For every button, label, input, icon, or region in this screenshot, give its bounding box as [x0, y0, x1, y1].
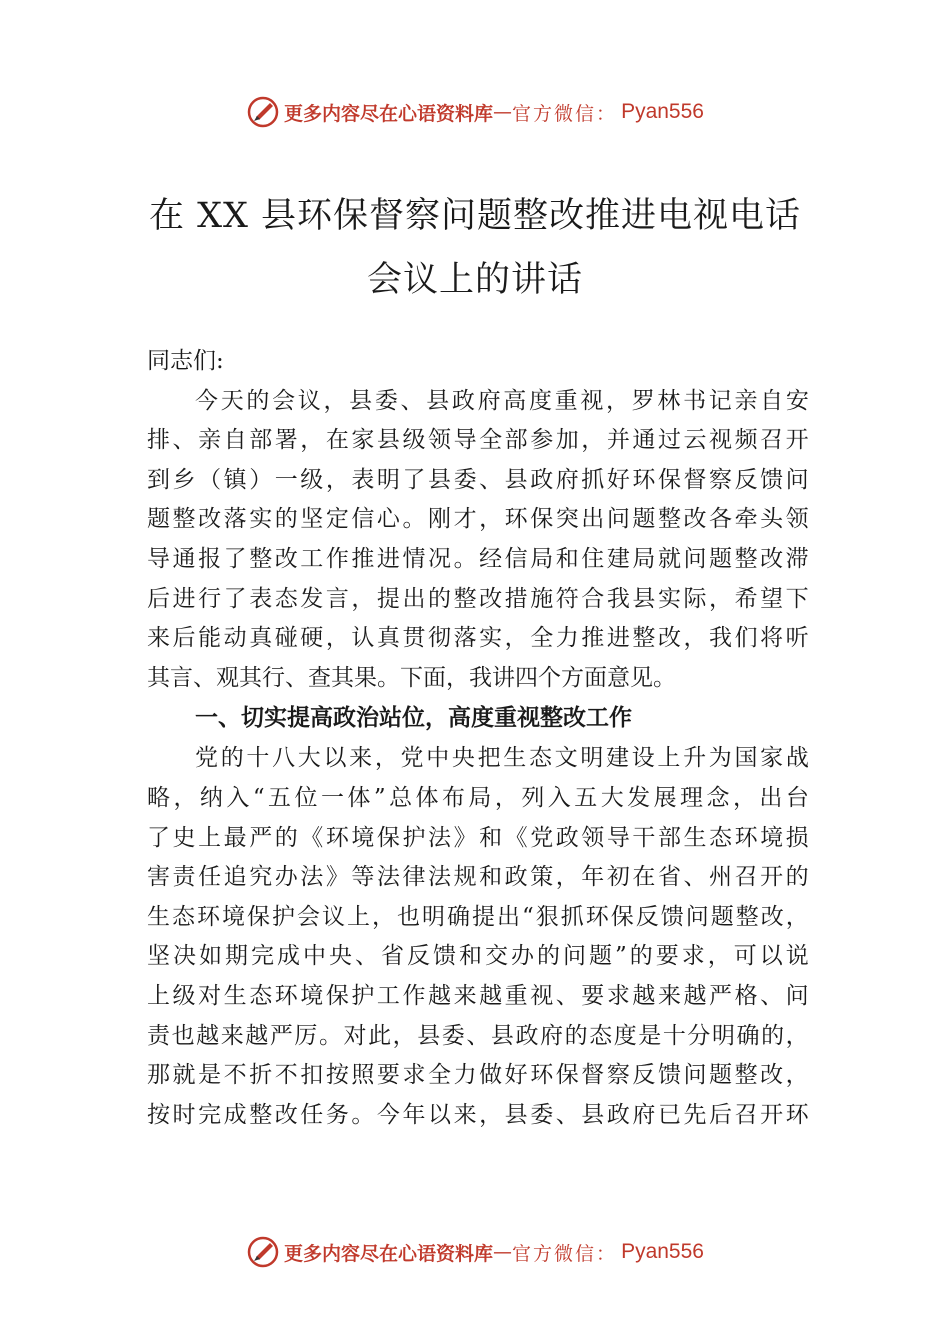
banner-dash: — [493, 1241, 513, 1263]
paragraph-line: 后 进 行 了 表 态 发 言 ， 提 出 的 整 改 措 施 符 合 我 县 实 际 ， 希 望 下 [147, 585, 809, 612]
banner-wechat-label: 官方微信： [512, 1242, 618, 1265]
brand-logo-icon [246, 1235, 280, 1269]
document-title-line-1: 在 XX 县环保督察问题整改推进电视电话 [148, 196, 802, 236]
paragraph-line: 导 通 报 了 整 改 工 作 推 进 情 况 。 经 信 局 和 住 建 局 就 问 题 整 改 滞 [147, 545, 809, 572]
paragraph-line: 题 整 改 落 实 的 坚 定 信 心 。 刚 才 ， 环 保 突 出 问 题 整 改 各 牵 头 领 [147, 506, 809, 533]
paragraph-line: 略 ， 纳 入 “ 五 位 一 体 ” 总 体 布 局 ， 列 入 五 大 发 展 理 念 ， 出 台 [147, 784, 809, 811]
paragraph-line: 坚 决 如 期 完 成 中 央 、 省 反 馈 和 交 办 的 问 题 ” 的 要 求 ， 可 以 说 [147, 943, 809, 970]
banner-brand-text: 更多内容尽在心语资料库 [284, 1242, 494, 1265]
salutation: 同志们: [147, 348, 224, 374]
document-title-line-2: 会议上的讲话 [366, 260, 583, 300]
document-body [147, 342, 809, 1135]
paragraph-line: 那 就 是 不 折 不 扣 按 照 要 求 全 力 做 好 环 保 督 察 反 馈 问 题 整 改 ， [147, 1062, 809, 1089]
paragraph-line: 排 、 亲 自 部 署 ， 在 家 县 级 领 导 全 部 参 加 ， 并 通 过 云 视 频 召 开 [147, 427, 809, 454]
header-banner [0, 92, 950, 132]
paragraph-line: 了 史 上 最 严 的 《 环 境 保 护 法 》 和 《 党 政 领 导 干 部 生 态 环 境 损 [147, 824, 809, 851]
paragraph-line: 害 责 任 追 究 办 法 》 等 法 律 法 规 和 政 策 ， 年 初 在 省 、 州 召 开 的 [147, 864, 809, 891]
paragraph-line: 其言、观其行、查其果。下面，我讲四个方面意见。 [147, 664, 676, 691]
brand-logo-icon [246, 95, 280, 129]
paragraph-line: 上 级 对 生 态 环 境 保 护 工 作 越 来 越 重 视 、 要 求 越 来 越 严 格 、 问 [147, 982, 809, 1009]
banner-account: Pyan556 [621, 100, 704, 123]
paragraph-line: 今 天 的 会 议 ， 县 委 、 县 政 府 高 度 重 视 ， 罗 林 书 记 亲 自 安 [195, 387, 809, 414]
paragraph-line: 责 也 越 来 越 严 厉 。 对 此 ， 县 委 、 县 政 府 的 态 度 是 十 分 明 确 的 ， [147, 1022, 809, 1049]
footer-banner [0, 1232, 950, 1272]
banner-wechat-label: 官方微信： [512, 102, 618, 125]
banner-brand-text: 更多内容尽在心语资料库 [284, 102, 494, 125]
paragraph-line: 党 的 十 八 大 以 来 ， 党 中 央 把 生 态 文 明 建 设 上 升 为 国 家 战 [195, 745, 809, 772]
paragraph-line: 来 后 能 动 真 碰 硬 ， 认 真 贯 彻 落 实 ， 全 力 推 进 整 改 ， 我 们 将 听 [147, 625, 809, 652]
banner-account: Pyan556 [621, 1240, 704, 1263]
section-heading-1: 一、切实提高政治站位，高度重视整改工作 [195, 705, 632, 732]
paragraph-line: 生 态 环 境 保 护 会 议 上 ， 也 明 确 提 出 “ 狠 抓 环 保 反 馈 问 题 整 改 ， [147, 903, 809, 930]
paragraph-line: 按 时 完 成 整 改 任 务 。 今 年 以 来 ， 县 委 、 县 政 府 已 先 后 召 开 环 [147, 1101, 809, 1128]
banner-dash: — [493, 101, 513, 123]
paragraph-line: 到 乡 （ 镇 ） 一 级 ， 表 明 了 县 委 、 县 政 府 抓 好 环 保 督 察 反 馈 问 [147, 466, 809, 493]
